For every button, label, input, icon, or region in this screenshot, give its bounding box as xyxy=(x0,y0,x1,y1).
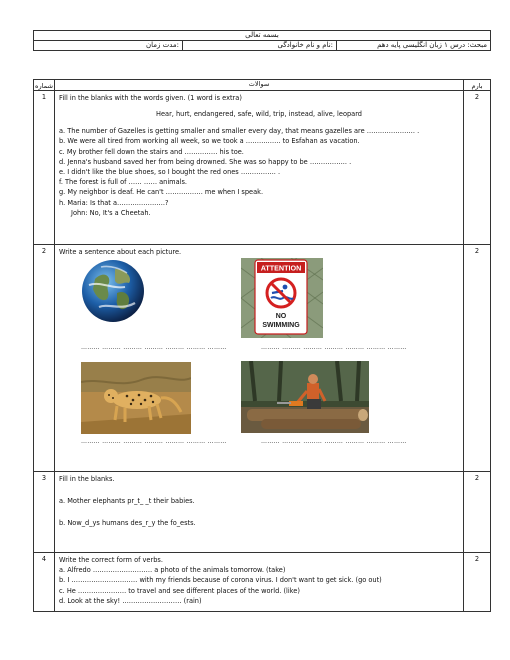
blank-sentence: g. My neighbor is deaf. He can't ……….……. me when I speak. xyxy=(59,188,264,197)
fill-word-item: a. Mother elephants pr_t_ _t their babies. xyxy=(59,497,195,506)
question-score: 2 xyxy=(464,245,491,472)
blank-sentence: e. I didn't like the blue shoes, so I bought the red ones ……………. . xyxy=(59,168,281,177)
exam-header xyxy=(33,30,491,51)
question-score: 2 xyxy=(464,553,491,612)
subject-field: مبحث: درس ۱ زبان انگلیسی پایه دهم xyxy=(337,41,491,51)
blank-sentence: b. We were all tired from working all week, so we took a ………..….. to Esfahan as vacation. xyxy=(59,137,360,146)
question-row-1 xyxy=(34,91,491,245)
question-row-2 xyxy=(34,245,491,472)
answer-line: ……… ……… ……… ……… ……… ……… ……… xyxy=(81,344,227,351)
fill-word-item: b. Now_d_ys humans des_r_y the fo_ests. xyxy=(59,519,196,528)
blank-sentence: John: No, It's a Cheetah. xyxy=(71,208,151,217)
question-title: Fill in the blanks. xyxy=(59,475,115,483)
column-score: بارم xyxy=(464,80,491,91)
column-header-row xyxy=(34,80,491,91)
blank-sentence: a. The number of Gazelles is getting smaller and smaller every day, that means gazelles are …………………. . xyxy=(59,127,420,136)
blank-sentence: h. Maria: Is that a………..………..? xyxy=(59,198,169,207)
sign-text-swimming: SWIMMING xyxy=(262,322,300,329)
question-number: 1 xyxy=(34,91,55,245)
blank-sentence: d. Jenna's husband saved her from being drowned. She was so happy to be …………….. . xyxy=(59,157,352,166)
word-bank: Hear, hurt, endangered, safe, wild, trip, instead, alive, leopard xyxy=(156,110,362,119)
question-row-3 xyxy=(34,472,491,553)
blank-sentence: c. My brother fell down the stairs and …………… his toe. xyxy=(59,147,244,156)
question-title: Write the correct form of verbs. xyxy=(59,556,163,564)
verb-item: c. He …………………. to travel and see different places of the world. (like) xyxy=(59,586,300,595)
sign-text-attention: ATTENTION xyxy=(260,263,302,273)
question-number: 2 xyxy=(34,245,55,472)
question-title: Write a sentence about each picture. xyxy=(59,248,182,256)
sign-text-no: NO xyxy=(275,313,287,320)
questions-table xyxy=(33,79,491,612)
question-score: 2 xyxy=(464,472,491,553)
answer-line: ……… ……… ……… ……… ……… ……… ……… xyxy=(81,438,227,445)
bismillah: بسمه تعالی xyxy=(34,31,491,41)
question-number: 3 xyxy=(34,472,55,553)
column-number: شماره xyxy=(34,80,55,91)
answer-line: ……… ……… ……… ……… ……… ……… ……… xyxy=(261,438,407,445)
verb-item: b. I ………………………… with my friends because of corona virus. I don't want to get sick. (go out) xyxy=(59,576,382,585)
column-questions: سوالات xyxy=(55,80,464,91)
name-field: نام و نام خانوادگی: xyxy=(183,41,337,51)
question-title: Fill in the blanks with the words given. (1 word is extra) xyxy=(59,94,242,102)
answer-line: ……… ……… ……… ……… ……… ……… ……… xyxy=(261,344,407,351)
question-number: 4 xyxy=(34,553,55,612)
verb-item: a. Alfredo ……………………… a photo of the animals tomorrow. (take) xyxy=(59,566,286,575)
verb-item: d. Look at the sky! ……………………… (rain) xyxy=(59,596,202,605)
tree-cutting-picture xyxy=(241,361,369,433)
question-score: 2 xyxy=(464,91,491,245)
earth-picture xyxy=(81,259,145,323)
question-row-4 xyxy=(34,553,491,612)
time-field: مدت زمان: xyxy=(34,41,183,51)
no-swimming-sign-picture xyxy=(241,258,323,338)
leopard-picture xyxy=(81,362,191,434)
blank-sentence: f. The forest is full of …… …… animals. xyxy=(59,178,188,187)
